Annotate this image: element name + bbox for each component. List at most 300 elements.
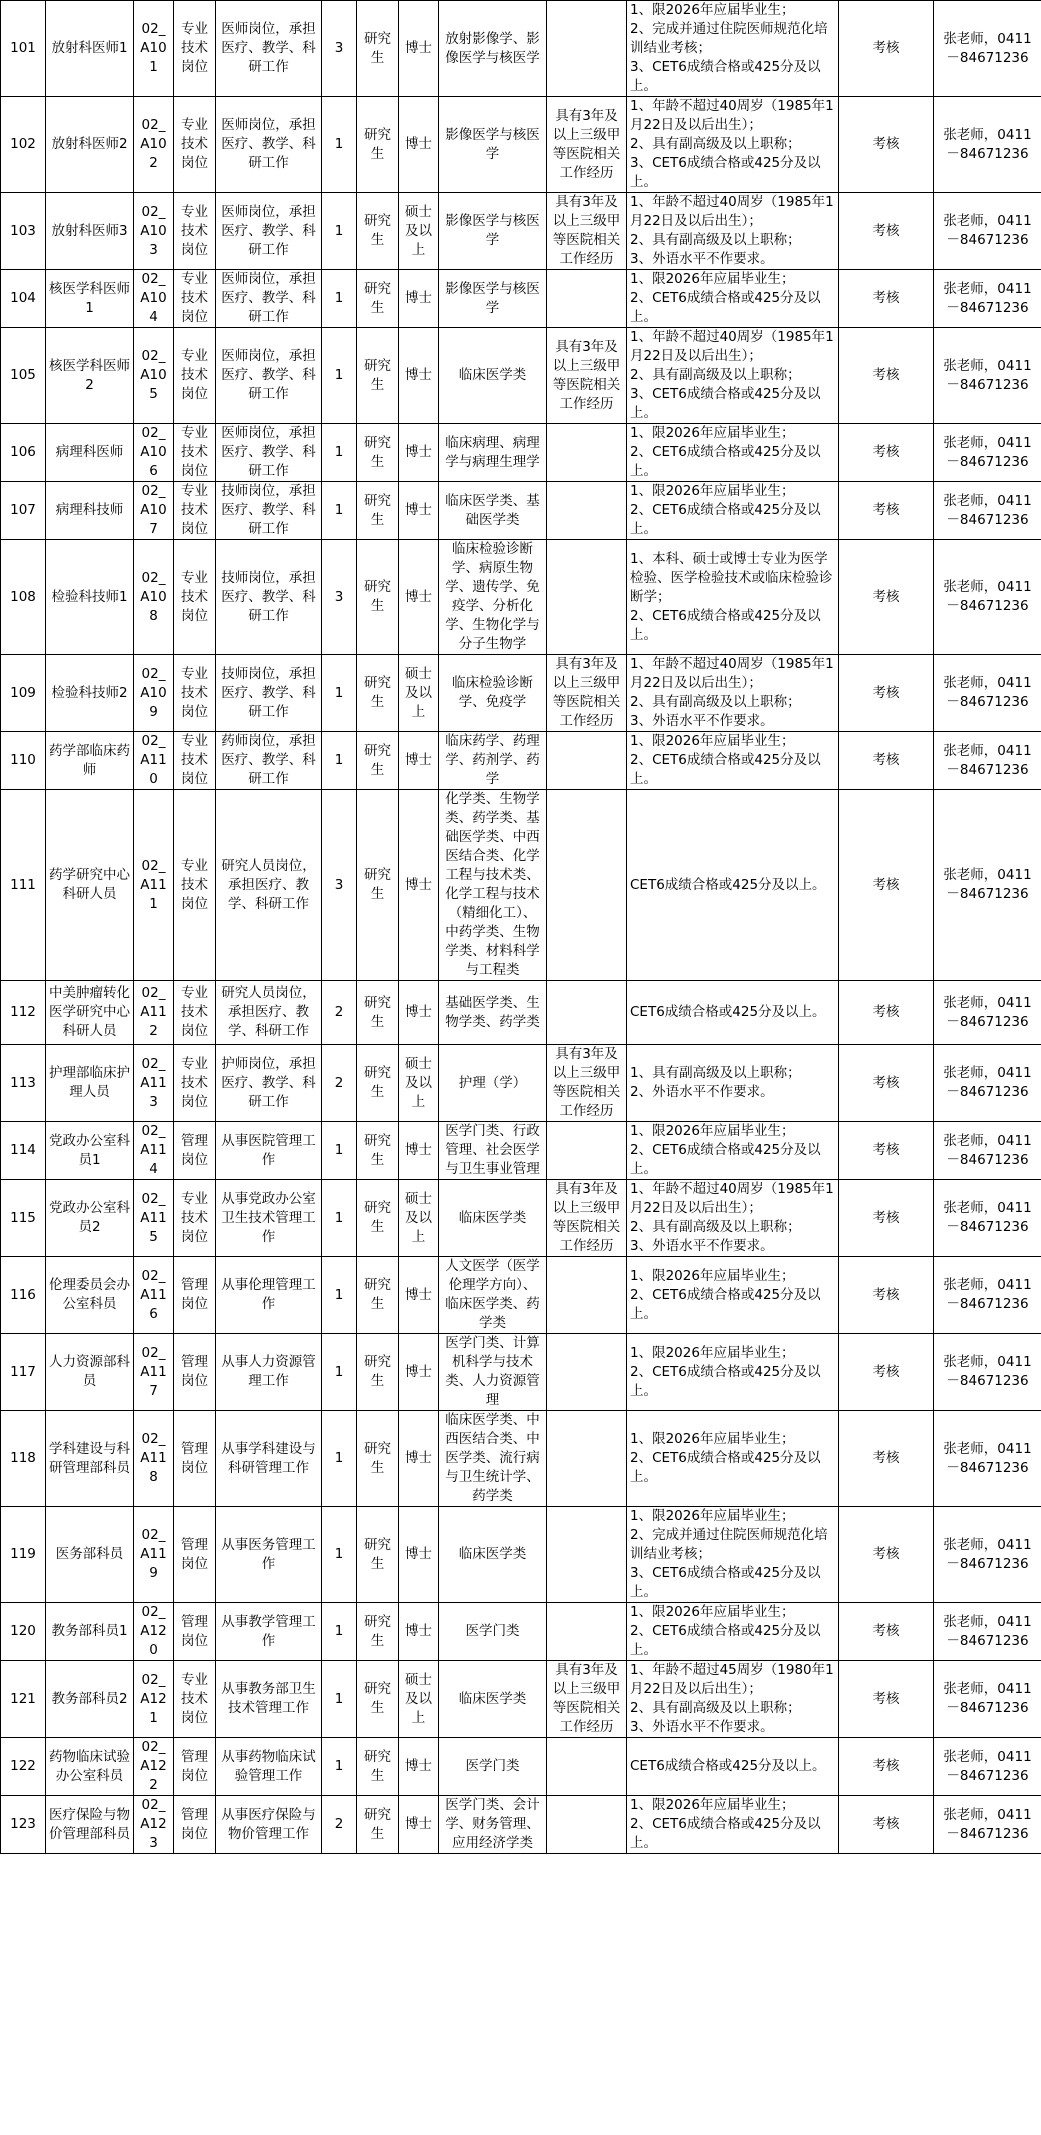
cell-contact: 张老师，0411－84671236: [934, 1180, 1041, 1257]
cell-hire-count: 1: [322, 424, 357, 482]
cell-major: 化学类、生物学类、药学类、基础医学类、中西医结合类、化学工程与技术类、化学工程与技术（精细化工）、中药学类、生物学类、材料科学与工程类: [439, 790, 547, 981]
cell-hire-count: 1: [322, 732, 357, 790]
cell-hire-count: 1: [322, 655, 357, 732]
cell-post-name: 党政办公室科员1: [46, 1122, 134, 1180]
cell-education: 研究生: [357, 97, 399, 193]
cell-row-number: 121: [1, 1661, 46, 1738]
cell-requirements: CET6成绩合格或425分及以上。: [627, 1738, 839, 1796]
cell-requirements: 1、具有副高级及以上职称； 2、外语水平不作要求。: [627, 1045, 839, 1122]
cell-post-duty: 从事伦理管理工作: [216, 1257, 322, 1334]
cell-requirements: 1、限2026年应届毕业生； 2、CET6成绩合格或425分及以上。: [627, 1796, 839, 1854]
job-table-body: [1, 1, 1041, 1854]
cell-hire-count: 1: [322, 1411, 357, 1507]
cell-degree: 博士: [399, 1603, 439, 1661]
cell-degree: 博士: [399, 1796, 439, 1854]
table-row: [1, 790, 1041, 981]
cell-post-code: 02_A115: [134, 1180, 174, 1257]
cell-exam-method: 考核: [839, 97, 934, 193]
cell-post-name: 核医学科医师2: [46, 328, 134, 424]
cell-major: 影像医学与核医学: [439, 270, 547, 328]
cell-major: 医学门类: [439, 1738, 547, 1796]
cell-requirements: 1、年龄不超过40周岁（1985年1月22日及以后出生）； 2、具有副高级及以上职称； 3、外语水平不作要求。: [627, 1180, 839, 1257]
cell-contact: 张老师，0411－84671236: [934, 1603, 1041, 1661]
cell-post-duty: 医师岗位，承担医疗、教学、科研工作: [216, 270, 322, 328]
cell-major: 临床病理、病理学与病理生理学: [439, 424, 547, 482]
cell-post-type: 专业技术岗位: [174, 482, 216, 540]
cell-row-number: 103: [1, 193, 46, 270]
cell-row-number: 102: [1, 97, 46, 193]
cell-exam-method: 考核: [839, 1180, 934, 1257]
cell-contact: 张老师，0411－84671236: [934, 270, 1041, 328]
table-row: [1, 1257, 1041, 1334]
cell-work-experience: [547, 1796, 627, 1854]
cell-contact: 张老师，0411－84671236: [934, 328, 1041, 424]
cell-hire-count: 1: [322, 1122, 357, 1180]
cell-post-duty: 技师岗位，承担医疗、教学、科研工作: [216, 655, 322, 732]
cell-post-duty: 从事教学管理工作: [216, 1603, 322, 1661]
cell-education: 研究生: [357, 1257, 399, 1334]
cell-hire-count: 1: [322, 1257, 357, 1334]
cell-degree: 博士: [399, 790, 439, 981]
cell-requirements: 1、年龄不超过40周岁（1985年1月22日及以后出生）； 2、具有副高级及以上职称； 3、外语水平不作要求。: [627, 193, 839, 270]
cell-post-duty: 从事药物临床试验管理工作: [216, 1738, 322, 1796]
cell-major: 临床医学类: [439, 1661, 547, 1738]
cell-work-experience: [547, 1411, 627, 1507]
cell-post-duty: 技师岗位，承担医疗、教学、科研工作: [216, 540, 322, 655]
cell-major: 临床药学、药理学、药剂学、药学: [439, 732, 547, 790]
cell-row-number: 104: [1, 270, 46, 328]
cell-post-type: 管理岗位: [174, 1257, 216, 1334]
cell-exam-method: 考核: [839, 1661, 934, 1738]
cell-work-experience: [547, 482, 627, 540]
cell-contact: 张老师，0411－84671236: [934, 193, 1041, 270]
cell-education: 研究生: [357, 790, 399, 981]
cell-post-type: 专业技术岗位: [174, 1661, 216, 1738]
cell-major: 护理（学）: [439, 1045, 547, 1122]
cell-major: 临床医学类、基础医学类: [439, 482, 547, 540]
cell-education: 研究生: [357, 1738, 399, 1796]
cell-row-number: 113: [1, 1045, 46, 1122]
cell-requirements: 1、限2026年应届毕业生； 2、CET6成绩合格或425分及以上。: [627, 482, 839, 540]
cell-exam-method: 考核: [839, 732, 934, 790]
cell-exam-method: 考核: [839, 1257, 934, 1334]
cell-row-number: 123: [1, 1796, 46, 1854]
cell-post-code: 02_A123: [134, 1796, 174, 1854]
table-row: [1, 1603, 1041, 1661]
cell-exam-method: 考核: [839, 1334, 934, 1411]
cell-requirements: 1、限2026年应届毕业生； 2、CET6成绩合格或425分及以上。: [627, 424, 839, 482]
cell-education: 研究生: [357, 482, 399, 540]
cell-education: 研究生: [357, 1045, 399, 1122]
cell-work-experience: [547, 1603, 627, 1661]
cell-post-name: 病理科技师: [46, 482, 134, 540]
cell-post-name: 护理部临床护理人员: [46, 1045, 134, 1122]
cell-education: 研究生: [357, 1603, 399, 1661]
cell-post-type: 专业技术岗位: [174, 1180, 216, 1257]
cell-post-code: 02_A107: [134, 482, 174, 540]
cell-post-code: 02_A120: [134, 1603, 174, 1661]
cell-post-code: 02_A118: [134, 1411, 174, 1507]
cell-exam-method: 考核: [839, 328, 934, 424]
cell-post-duty: 技师岗位，承担医疗、教学、科研工作: [216, 482, 322, 540]
cell-post-code: 02_A116: [134, 1257, 174, 1334]
cell-education: 研究生: [357, 424, 399, 482]
cell-major: 医学门类: [439, 1603, 547, 1661]
cell-post-name: 检验科技师1: [46, 540, 134, 655]
cell-exam-method: 考核: [839, 1, 934, 97]
cell-degree: 博士: [399, 97, 439, 193]
cell-row-number: 111: [1, 790, 46, 981]
cell-requirements: 1、限2026年应届毕业生； 2、完成并通过住院医师规范化培训结业考核； 3、CET6成绩合格或425分及以上。: [627, 1, 839, 97]
cell-post-type: 专业技术岗位: [174, 193, 216, 270]
cell-requirements: 1、限2026年应届毕业生； 2、CET6成绩合格或425分及以上。: [627, 1603, 839, 1661]
cell-row-number: 117: [1, 1334, 46, 1411]
cell-contact: 张老师，0411－84671236: [934, 732, 1041, 790]
cell-hire-count: 2: [322, 1796, 357, 1854]
cell-post-duty: 医师岗位，承担医疗、教学、科研工作: [216, 97, 322, 193]
cell-degree: 博士: [399, 540, 439, 655]
cell-exam-method: 考核: [839, 1738, 934, 1796]
cell-post-duty: 从事教务部卫生技术管理工作: [216, 1661, 322, 1738]
cell-work-experience: [547, 790, 627, 981]
cell-post-code: 02_A103: [134, 193, 174, 270]
cell-contact: 张老师，0411－84671236: [934, 424, 1041, 482]
cell-row-number: 105: [1, 328, 46, 424]
cell-major: 临床医学类、中西医结合类、中医学类、流行病与卫生统计学、药学类: [439, 1411, 547, 1507]
cell-post-type: 专业技术岗位: [174, 540, 216, 655]
cell-post-code: 02_A110: [134, 732, 174, 790]
cell-degree: 博士: [399, 1411, 439, 1507]
cell-post-code: 02_A119: [134, 1507, 174, 1603]
cell-hire-count: 1: [322, 193, 357, 270]
cell-post-name: 教务部科员1: [46, 1603, 134, 1661]
cell-contact: 张老师，0411－84671236: [934, 540, 1041, 655]
table-row: [1, 1045, 1041, 1122]
table-row: [1, 732, 1041, 790]
cell-degree: 硕士及以上: [399, 193, 439, 270]
cell-exam-method: 考核: [839, 424, 934, 482]
table-row: [1, 1, 1041, 97]
table-row: [1, 1180, 1041, 1257]
cell-hire-count: 1: [322, 1603, 357, 1661]
cell-post-duty: 研究人员岗位，承担医疗、教学、科研工作: [216, 790, 322, 981]
cell-post-duty: 从事医疗保险与物价管理工作: [216, 1796, 322, 1854]
cell-degree: 博士: [399, 732, 439, 790]
cell-requirements: 1、年龄不超过40周岁（1985年1月22日及以后出生）； 2、具有副高级及以上职称； 3、CET6成绩合格或425分及以上。: [627, 328, 839, 424]
cell-education: 研究生: [357, 1122, 399, 1180]
cell-post-name: 中美肿瘤转化医学研究中心科研人员: [46, 981, 134, 1045]
cell-hire-count: 1: [322, 1507, 357, 1603]
cell-work-experience: 具有3年及以上三级甲等医院相关工作经历: [547, 655, 627, 732]
cell-work-experience: [547, 1334, 627, 1411]
cell-contact: 张老师，0411－84671236: [934, 1045, 1041, 1122]
cell-hire-count: 3: [322, 540, 357, 655]
cell-post-code: 02_A112: [134, 981, 174, 1045]
cell-post-type: 管理岗位: [174, 1334, 216, 1411]
cell-exam-method: 考核: [839, 981, 934, 1045]
cell-major: 人文医学（医学伦理学方向）、临床医学类、药学类: [439, 1257, 547, 1334]
cell-work-experience: [547, 424, 627, 482]
cell-post-duty: 从事人力资源管理工作: [216, 1334, 322, 1411]
cell-hire-count: 3: [322, 1, 357, 97]
table-row: [1, 1507, 1041, 1603]
cell-row-number: 107: [1, 482, 46, 540]
cell-exam-method: 考核: [839, 1603, 934, 1661]
cell-row-number: 120: [1, 1603, 46, 1661]
cell-hire-count: 1: [322, 1738, 357, 1796]
cell-work-experience: [547, 1257, 627, 1334]
cell-degree: 博士: [399, 482, 439, 540]
cell-exam-method: 考核: [839, 790, 934, 981]
cell-degree: 博士: [399, 1257, 439, 1334]
cell-requirements: 1、限2026年应届毕业生； 2、CET6成绩合格或425分及以上。: [627, 270, 839, 328]
cell-work-experience: 具有3年及以上三级甲等医院相关工作经历: [547, 1045, 627, 1122]
cell-hire-count: 1: [322, 328, 357, 424]
cell-education: 研究生: [357, 328, 399, 424]
cell-education: 研究生: [357, 193, 399, 270]
cell-hire-count: 1: [322, 482, 357, 540]
cell-post-type: 专业技术岗位: [174, 424, 216, 482]
cell-post-type: 管理岗位: [174, 1411, 216, 1507]
cell-exam-method: 考核: [839, 1507, 934, 1603]
cell-work-experience: [547, 1738, 627, 1796]
cell-row-number: 106: [1, 424, 46, 482]
cell-post-duty: 医师岗位，承担医疗、教学、科研工作: [216, 1, 322, 97]
cell-education: 研究生: [357, 1411, 399, 1507]
table-row: [1, 1738, 1041, 1796]
cell-post-name: 教务部科员2: [46, 1661, 134, 1738]
table-row: [1, 981, 1041, 1045]
table-row: [1, 328, 1041, 424]
cell-degree: 博士: [399, 270, 439, 328]
cell-row-number: 109: [1, 655, 46, 732]
table-row: [1, 424, 1041, 482]
cell-major: 影像医学与核医学: [439, 193, 547, 270]
cell-post-type: 专业技术岗位: [174, 790, 216, 981]
cell-post-duty: 护师岗位，承担医疗、教学、科研工作: [216, 1045, 322, 1122]
cell-education: 研究生: [357, 1334, 399, 1411]
cell-post-duty: 药师岗位，承担医疗、教学、科研工作: [216, 732, 322, 790]
cell-post-name: 药学研究中心科研人员: [46, 790, 134, 981]
cell-hire-count: 1: [322, 1661, 357, 1738]
cell-post-type: 专业技术岗位: [174, 981, 216, 1045]
cell-education: 研究生: [357, 270, 399, 328]
table-row: [1, 270, 1041, 328]
cell-work-experience: [547, 981, 627, 1045]
table-row: [1, 1334, 1041, 1411]
table-row: [1, 1661, 1041, 1738]
cell-contact: 张老师，0411－84671236: [934, 1738, 1041, 1796]
cell-post-name: 药学部临床药师: [46, 732, 134, 790]
cell-hire-count: 1: [322, 1334, 357, 1411]
cell-degree: 博士: [399, 1738, 439, 1796]
cell-post-code: 02_A102: [134, 97, 174, 193]
cell-contact: 张老师，0411－84671236: [934, 1411, 1041, 1507]
cell-degree: 硕士及以上: [399, 655, 439, 732]
cell-requirements: 1、限2026年应届毕业生； 2、CET6成绩合格或425分及以上。: [627, 1334, 839, 1411]
table-row: [1, 482, 1041, 540]
cell-post-type: 专业技术岗位: [174, 732, 216, 790]
cell-contact: 张老师，0411－84671236: [934, 482, 1041, 540]
cell-degree: 硕士及以上: [399, 1661, 439, 1738]
cell-contact: 张老师，0411－84671236: [934, 1, 1041, 97]
cell-exam-method: 考核: [839, 193, 934, 270]
cell-row-number: 101: [1, 1, 46, 97]
cell-post-duty: 从事学科建设与科研管理工作: [216, 1411, 322, 1507]
cell-work-experience: [547, 1507, 627, 1603]
cell-hire-count: 2: [322, 1045, 357, 1122]
cell-post-name: 放射科医师2: [46, 97, 134, 193]
cell-degree: 硕士及以上: [399, 1045, 439, 1122]
cell-post-code: 02_A114: [134, 1122, 174, 1180]
cell-row-number: 122: [1, 1738, 46, 1796]
cell-post-name: 检验科技师2: [46, 655, 134, 732]
cell-post-duty: 医师岗位，承担医疗、教学、科研工作: [216, 193, 322, 270]
cell-contact: 张老师，0411－84671236: [934, 1796, 1041, 1854]
cell-education: 研究生: [357, 540, 399, 655]
cell-post-type: 管理岗位: [174, 1122, 216, 1180]
cell-exam-method: 考核: [839, 655, 934, 732]
cell-exam-method: 考核: [839, 1122, 934, 1180]
cell-degree: 博士: [399, 1507, 439, 1603]
cell-contact: 张老师，0411－84671236: [934, 655, 1041, 732]
cell-work-experience: [547, 732, 627, 790]
cell-post-code: 02_A105: [134, 328, 174, 424]
cell-post-name: 医务部科员: [46, 1507, 134, 1603]
cell-row-number: 118: [1, 1411, 46, 1507]
cell-major: 医学门类、行政管理、社会医学与卫生事业管理: [439, 1122, 547, 1180]
cell-exam-method: 考核: [839, 482, 934, 540]
cell-work-experience: [547, 1, 627, 97]
cell-education: 研究生: [357, 1661, 399, 1738]
cell-education: 研究生: [357, 655, 399, 732]
cell-education: 研究生: [357, 1796, 399, 1854]
cell-education: 研究生: [357, 1180, 399, 1257]
cell-post-duty: 从事医务管理工作: [216, 1507, 322, 1603]
cell-post-name: 医疗保险与物价管理部科员: [46, 1796, 134, 1854]
cell-education: 研究生: [357, 981, 399, 1045]
cell-post-type: 专业技术岗位: [174, 1, 216, 97]
cell-education: 研究生: [357, 1507, 399, 1603]
cell-post-type: 管理岗位: [174, 1507, 216, 1603]
cell-post-code: 02_A109: [134, 655, 174, 732]
cell-post-type: 管理岗位: [174, 1796, 216, 1854]
table-row: [1, 1796, 1041, 1854]
cell-post-code: 02_A108: [134, 540, 174, 655]
cell-post-type: 管理岗位: [174, 1738, 216, 1796]
cell-requirements: 1、限2026年应届毕业生； 2、CET6成绩合格或425分及以上。: [627, 1122, 839, 1180]
cell-post-name: 病理科医师: [46, 424, 134, 482]
cell-post-code: 02_A101: [134, 1, 174, 97]
table-row: [1, 1411, 1041, 1507]
cell-requirements: 1、本科、硕士或博士专业为医学检验、医学检验技术或临床检验诊断学； 2、CET6成绩合格或425分及以上。: [627, 540, 839, 655]
cell-hire-count: 1: [322, 270, 357, 328]
cell-post-name: 放射科医师3: [46, 193, 134, 270]
cell-post-type: 专业技术岗位: [174, 270, 216, 328]
cell-hire-count: 2: [322, 981, 357, 1045]
cell-exam-method: 考核: [839, 1045, 934, 1122]
cell-major: 临床医学类: [439, 1507, 547, 1603]
cell-work-experience: [547, 1122, 627, 1180]
cell-requirements: 1、限2026年应届毕业生； 2、完成并通过住院医师规范化培训结业考核； 3、CET6成绩合格或425分及以上。: [627, 1507, 839, 1603]
cell-major: 医学门类、会计学、财务管理、应用经济学类: [439, 1796, 547, 1854]
cell-requirements: 1、限2026年应届毕业生； 2、CET6成绩合格或425分及以上。: [627, 1257, 839, 1334]
cell-post-type: 专业技术岗位: [174, 328, 216, 424]
cell-exam-method: 考核: [839, 540, 934, 655]
cell-degree: 博士: [399, 1334, 439, 1411]
cell-major: 临床医学类: [439, 328, 547, 424]
cell-post-code: 02_A111: [134, 790, 174, 981]
cell-requirements: 1、限2026年应届毕业生； 2、CET6成绩合格或425分及以上。: [627, 732, 839, 790]
cell-major: 基础医学类、生物学类、药学类: [439, 981, 547, 1045]
cell-contact: 张老师，0411－84671236: [934, 1507, 1041, 1603]
cell-major: 临床检验诊断学、病原生物学、遗传学、免疫学、分析化学、生物化学与分子生物学: [439, 540, 547, 655]
cell-work-experience: 具有3年及以上三级甲等医院相关工作经历: [547, 97, 627, 193]
cell-hire-count: 3: [322, 790, 357, 981]
cell-post-code: 02_A121: [134, 1661, 174, 1738]
table-row: [1, 97, 1041, 193]
cell-exam-method: 考核: [839, 1411, 934, 1507]
cell-row-number: 112: [1, 981, 46, 1045]
table-row: [1, 193, 1041, 270]
cell-work-experience: [547, 540, 627, 655]
cell-post-name: 学科建设与科研管理部科员: [46, 1411, 134, 1507]
table-row: [1, 1122, 1041, 1180]
cell-row-number: 119: [1, 1507, 46, 1603]
cell-contact: 张老师，0411－84671236: [934, 1661, 1041, 1738]
cell-exam-method: 考核: [839, 1796, 934, 1854]
cell-post-name: 放射科医师1: [46, 1, 134, 97]
cell-post-name: 核医学科医师1: [46, 270, 134, 328]
cell-post-type: 专业技术岗位: [174, 655, 216, 732]
cell-post-name: 伦理委员会办公室科员: [46, 1257, 134, 1334]
cell-hire-count: 1: [322, 97, 357, 193]
cell-post-name: 人力资源部科员: [46, 1334, 134, 1411]
cell-post-code: 02_A122: [134, 1738, 174, 1796]
cell-post-type: 管理岗位: [174, 1603, 216, 1661]
cell-education: 研究生: [357, 732, 399, 790]
cell-major: 影像医学与核医学: [439, 97, 547, 193]
cell-degree: 博士: [399, 424, 439, 482]
cell-major: 医学门类、计算机科学与技术类、人力资源管理: [439, 1334, 547, 1411]
cell-exam-method: 考核: [839, 270, 934, 328]
cell-row-number: 115: [1, 1180, 46, 1257]
cell-post-duty: 医师岗位，承担医疗、教学、科研工作: [216, 424, 322, 482]
table-row: [1, 540, 1041, 655]
cell-requirements: 1、年龄不超过40周岁（1985年1月22日及以后出生）； 2、具有副高级及以上职称； 3、CET6成绩合格或425分及以上。: [627, 97, 839, 193]
cell-post-type: 专业技术岗位: [174, 97, 216, 193]
cell-requirements: 1、年龄不超过45周岁（1980年1月22日及以后出生）； 2、具有副高级及以上职称； 3、外语水平不作要求。: [627, 1661, 839, 1738]
cell-work-experience: 具有3年及以上三级甲等医院相关工作经历: [547, 1180, 627, 1257]
cell-post-type: 专业技术岗位: [174, 1045, 216, 1122]
cell-requirements: 1、限2026年应届毕业生； 2、CET6成绩合格或425分及以上。: [627, 1411, 839, 1507]
cell-degree: 博士: [399, 1, 439, 97]
cell-post-code: 02_A106: [134, 424, 174, 482]
cell-post-duty: 医师岗位，承担医疗、教学、科研工作: [216, 328, 322, 424]
cell-row-number: 110: [1, 732, 46, 790]
cell-degree: 硕士及以上: [399, 1180, 439, 1257]
cell-row-number: 116: [1, 1257, 46, 1334]
cell-hire-count: 1: [322, 1180, 357, 1257]
cell-education: 研究生: [357, 1, 399, 97]
cell-major: 临床检验诊断学、免疫学: [439, 655, 547, 732]
cell-post-duty: 从事党政办公室卫生技术管理工作: [216, 1180, 322, 1257]
cell-post-code: 02_A117: [134, 1334, 174, 1411]
cell-post-duty: 研究人员岗位，承担医疗、教学、科研工作: [216, 981, 322, 1045]
cell-contact: 张老师，0411－84671236: [934, 981, 1041, 1045]
cell-contact: 张老师，0411－84671236: [934, 1122, 1041, 1180]
cell-post-duty: 从事医院管理工作: [216, 1122, 322, 1180]
